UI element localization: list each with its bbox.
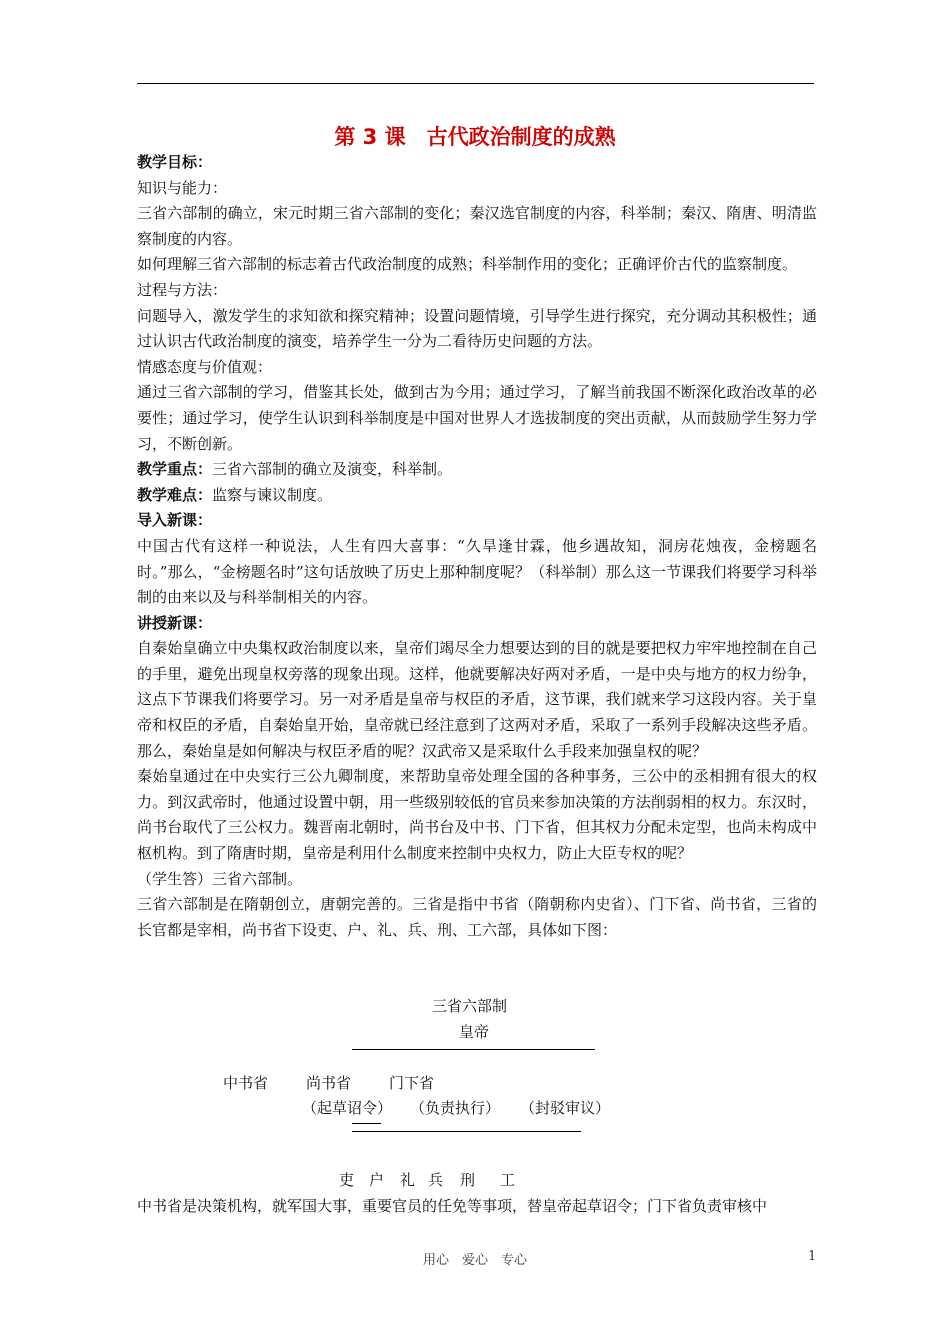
difficulty-label: 教学难点： (137, 485, 213, 504)
page-number: 1 (808, 1249, 817, 1264)
key-text: 三省六部制的确立及演变，科举制。 (212, 460, 453, 479)
lecture-paragraph-1: 自秦始皇确立中央集权政治制度以来，皇帝们竭尽全力想要达到的目的就是要把权力牢牢地控制在自己的手里，避免出现皇权旁落的现象出现。这样，他就要解决好两对矛盾，一是中央与地方的权力纷争，这点下节课我们将要学习。另一对矛盾是皇帝与权臣的矛盾，这节课，我们就来学习这段内容。关于皇帝和权臣的矛盾，自秦始皇开始，皇帝就已经注意到了这两对矛盾，采取了一系列手段解决这些矛盾。那么，秦始皇是如何解决与权臣矛盾的呢？汉武帝又是采取什么手段来加强皇权的呢？ (137, 639, 817, 760)
lecture-label: 讲授新课： (137, 613, 213, 632)
key-label: 教学重点： (137, 460, 213, 479)
page-title: 第 3 课 古代政治制度的成熟 (334, 125, 616, 149)
header-rule (137, 83, 814, 84)
knowledge-paragraph-1: 三省六部制的确立，宋元时期三省六部制的变化；秦汉选官制度的内容，科举制；秦汉、隋唐、明清监察制度的内容。 (137, 204, 817, 248)
footer-motto: 用心 爱心 专心 (422, 1253, 527, 1268)
heading-goals: 教学目标： (137, 153, 213, 171)
diagram-emperor: 皇帝 (459, 1023, 490, 1041)
document-body (137, 150, 817, 943)
diagram-shangshu: 尚书省 (306, 1074, 352, 1092)
ministry-hu: 户 (369, 1171, 385, 1189)
diagram-line-short (352, 1123, 381, 1124)
ministry-li: 吏 (339, 1171, 355, 1189)
diagram-menxia-role: （封驳审议） (520, 1099, 611, 1117)
lecture-paragraph-2: 秦始皇通过在中央实行三公九卿制度，来帮助皇帝处理全国的各种事务，三公中的丞相拥有很大的权力。到汉武帝时，他通过设置中朝，用一些级别较低的官员来参加决策的方法削弱相的权力。东汉时，尚书台取代了三公权力。魏晋南北朝时，尚书台及中书、门下省，但其权力分配未定型，也尚未构成中枢机构。到了隋唐时期，皇帝是利用什么制度来控制中央权力，防止大臣专权的呢？ (137, 767, 817, 863)
process-label: 过程与方法： (137, 280, 228, 299)
diagram-title: 三省六部制 (432, 997, 508, 1015)
diagram-menxia: 门下省 (389, 1074, 435, 1092)
ministry-li-rites: 礼 (400, 1171, 416, 1189)
student-answer: （学生答）三省六部制。 (137, 869, 303, 888)
knowledge-paragraph-2: 如何理解三省六部制的标志着古代政治制度的成熟；科举制作用的变化；正确评价古代的监察制度。 (137, 255, 798, 274)
diagram-zhongshu: 中书省 (223, 1074, 269, 1092)
emotion-label: 情感态度与价值观： (137, 357, 273, 376)
last-line: 中书省是决策机构，就军国大事，重要官员的任免等事项，替皇帝起草诏令；门下省负责审核中 (137, 1197, 768, 1215)
diagram-line-bottom (352, 1131, 581, 1132)
knowledge-label: 知识与能力： (137, 178, 228, 197)
ministry-bing: 兵 (428, 1171, 444, 1189)
difficulty-text: 监察与谏议制度。 (212, 485, 333, 504)
intro-label: 导入新课： (137, 511, 213, 530)
ministry-gong: 工 (500, 1171, 516, 1189)
diagram-shangshu-role: （负责执行） (410, 1099, 501, 1117)
emotion-paragraph: 通过三省六部制的学习，借鉴其长处，做到古为今用；通过学习，了解当前我国不断深化政治改革的必要性；通过学习，使学生认识到科举制度是中国对世界人才选拔制度的突出贡献，从而鼓励学生努力学习，不断创新。 (137, 383, 817, 453)
intro-paragraph: 中国古代有这样一种说法，人生有四大喜事：“久旱逢甘霖，他乡遇故知，洞房花烛夜，金榜题名时。”那么，“金榜题名时”这句话放映了历史上那种制度呢？（科举制）那么这一节课我们将要学习科举制的由来以及与科举制相关的内容。 (137, 536, 817, 607)
difficulty-points (137, 483, 817, 509)
diagram-line-top (352, 1049, 595, 1050)
process-paragraph: 问题导入，激发学生的求知欲和探究精神；设置问题情境，引导学生进行探究，充分调动其积极性；通过认识古代政治制度的演变，培养学生一分为二看待历史问题的方法。 (137, 306, 817, 351)
diagram-zhongshu-role: （起草诏令） (302, 1099, 393, 1117)
key-points (137, 457, 817, 483)
ministry-xing: 刑 (460, 1171, 476, 1189)
lecture-paragraph-3: 三省六部制是在隋朝创立，唐朝完善的。三省是指中书省（隋朝称内史省）、门下省、尚书省，三省的长官都是宰相，尚书省下设吏、户、礼、兵、刑、工六部，具体如下图： (137, 895, 817, 939)
